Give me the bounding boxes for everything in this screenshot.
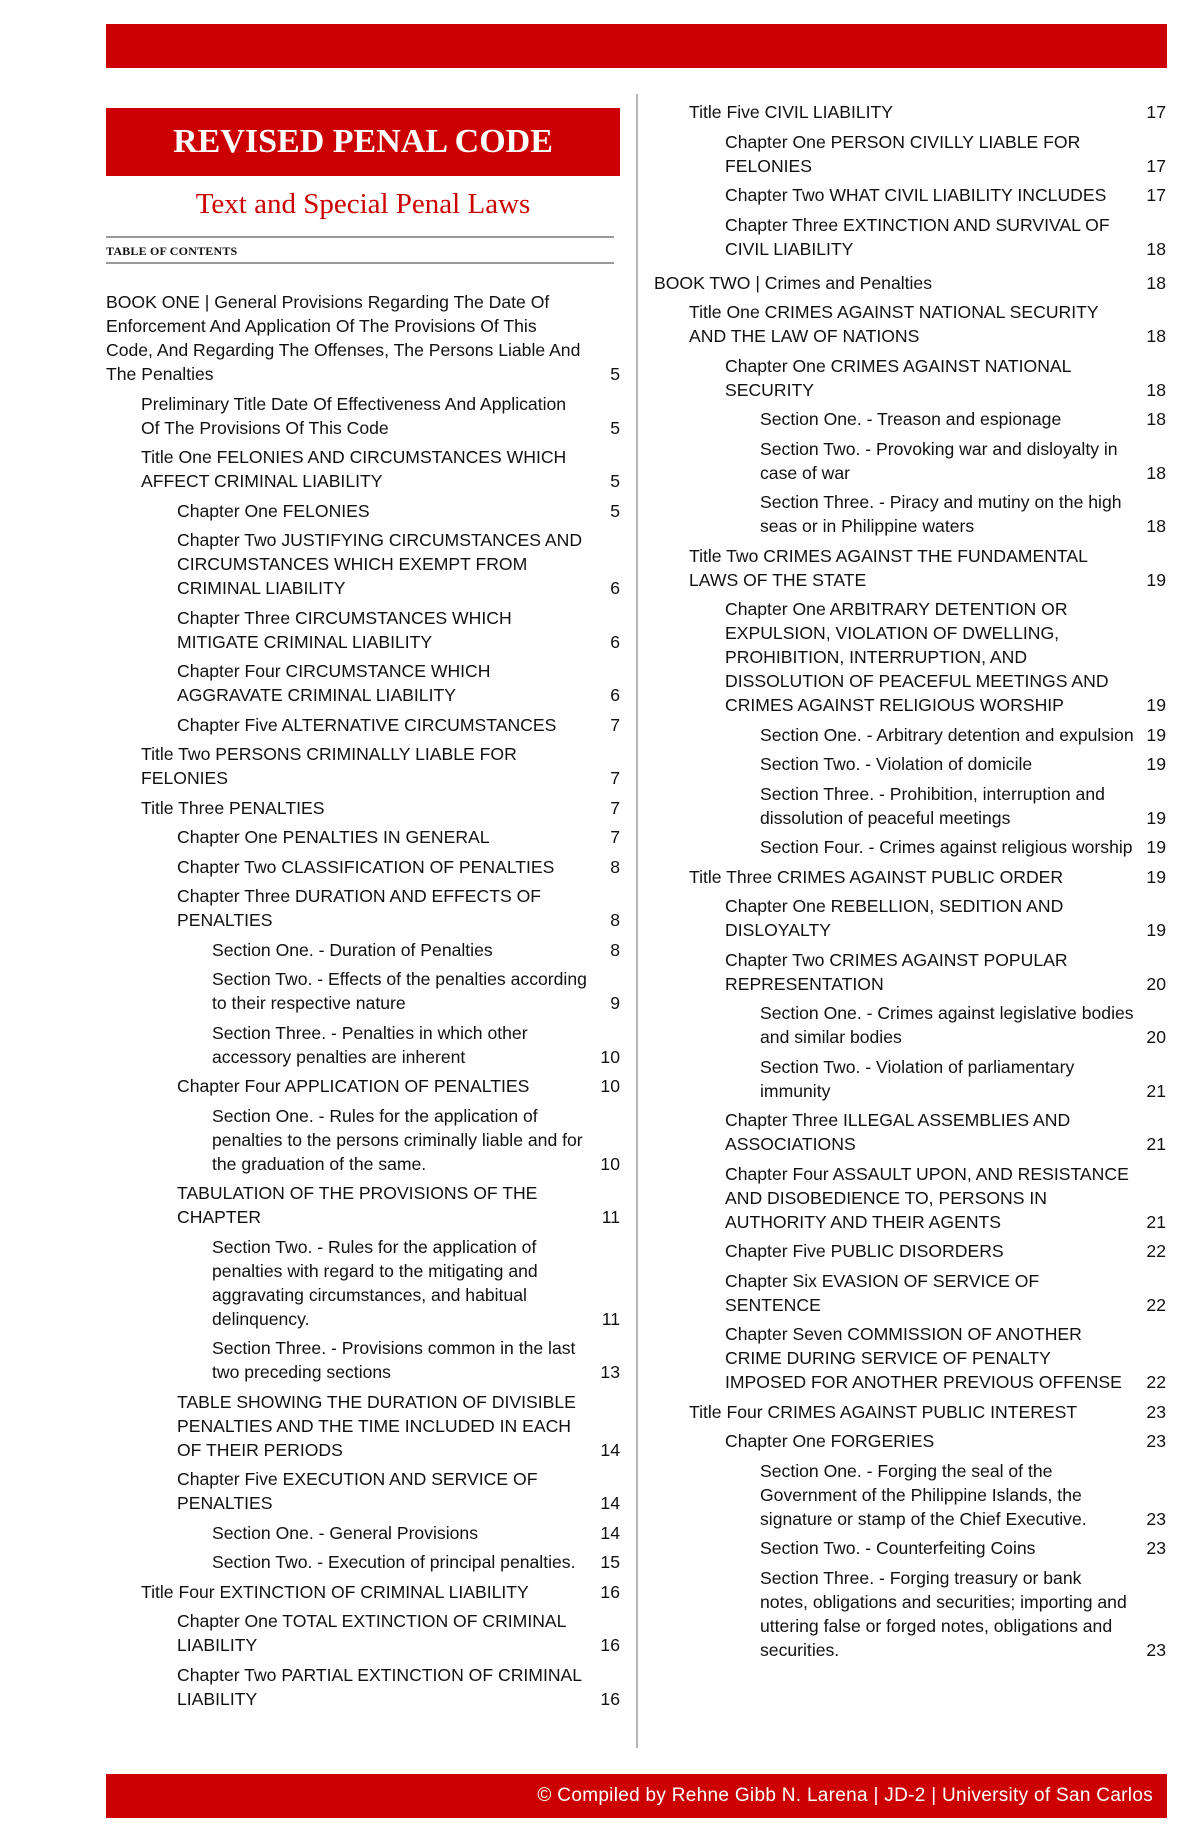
toc-entry-title: Section Two. - Rules for the application of penalties with regard to the mitigating and aggravating circumstances, and habitual delinquency. — [212, 1236, 538, 1329]
toc-entry[interactable] — [106, 1521, 620, 1545]
toc-entry[interactable] — [106, 1580, 620, 1604]
toc-entry-page: 19 — [1146, 807, 1166, 828]
toc-entry-page: 23 — [1146, 1401, 1166, 1422]
toc-entry-page: 10 — [600, 1076, 620, 1096]
toc-entry[interactable] — [106, 1336, 620, 1384]
toc-entry-title: Chapter Three ILLEGAL ASSEMBLIES AND ASSOCIATIONS — [725, 1110, 1071, 1154]
toc-entry[interactable] — [106, 1074, 620, 1098]
toc-entry[interactable] — [106, 528, 620, 600]
toc-entry[interactable] — [654, 437, 1166, 485]
toc-entry-title: Chapter Seven COMMISSION OF ANOTHER CRIME DURING SERVICE OF PENALTY IMPOSED FOR ANOTHER PREVIOUS OFFENSE — [725, 1324, 1122, 1392]
toc-entry[interactable] — [106, 825, 620, 849]
toc-entry-page: 14 — [600, 1493, 620, 1513]
toc-entry-page: 15 — [600, 1552, 620, 1572]
toc-entry-page: 5 — [610, 471, 620, 491]
toc-entry-page: 22 — [1146, 1294, 1166, 1315]
toc-entry-page: 10 — [600, 1153, 620, 1174]
toc-entry-page: 11 — [601, 1308, 620, 1329]
toc-entry[interactable] — [106, 1390, 620, 1462]
toc-entry[interactable] — [654, 1108, 1166, 1156]
toc-entry[interactable] — [654, 948, 1166, 996]
toc-entry-title: TABULATION OF THE PROVISIONS OF THE CHAPTER — [177, 1183, 538, 1227]
toc-entry-title: Chapter Two CLASSIFICATION OF PENALTIES — [177, 856, 555, 877]
toc-entry[interactable] — [106, 499, 620, 523]
toc-entry-title: Chapter One FORGERIES — [725, 1431, 935, 1451]
toc-entry-page: 19 — [1146, 837, 1166, 857]
toc-entry-page: 19 — [1146, 866, 1166, 887]
toc-entry-title: Chapter Two PARTIAL EXTINCTION OF CRIMINAL LIABILITY — [177, 1664, 582, 1709]
toc-entry-title: Section One. - General Provisions — [212, 1522, 478, 1543]
toc-entry-title: Section One. - Rules for the application of penalties to the persons criminally liable and for the graduation of the same. — [212, 1105, 583, 1174]
toc-entry-title: Chapter Five ALTERNATIVE CIRCUMSTANCES — [177, 714, 557, 735]
toc-entry-title: Chapter One PENALTIES IN GENERAL — [177, 827, 490, 847]
toc-entry-page: 17 — [1146, 155, 1166, 176]
toc-entry[interactable] — [106, 392, 620, 440]
toc-entry-title: BOOK ONE | General Provisions Regarding The Date Of Enforcement And Application Of The Provisions Of This Code, And Regarding The Offenses, The Persons Liable And The Penalties — [106, 292, 581, 384]
toc-entry-page: 17 — [1146, 185, 1166, 205]
toc-entry[interactable] — [654, 1162, 1166, 1234]
toc-entry[interactable] — [654, 723, 1166, 747]
toc-heading: TABLE OF CONTENTS — [106, 244, 238, 258]
toc-entry-page: 7 — [610, 714, 620, 735]
toc-entry[interactable] — [654, 271, 1166, 295]
toc-entry-title: Chapter One REBELLION, SEDITION AND DISLOYALTY — [725, 896, 1064, 940]
toc-entry-title: Chapter Four ASSAULT UPON, AND RESISTANCE AND DISOBEDIENCE TO, PERSONS IN AUTHORITY AND THEIR AGENTS — [725, 1163, 1129, 1232]
toc-entry-title: Title Four EXTINCTION OF CRIMINAL LIABILITY — [141, 1581, 529, 1602]
toc-entry-title: Section Two. - Provoking war and disloyalty in case of war — [760, 438, 1118, 483]
toc-entry-page: 13 — [600, 1362, 620, 1382]
toc-entry-page: 14 — [600, 1439, 620, 1460]
toc-entry-page: 16 — [600, 1688, 620, 1709]
toc-entry-page: 9 — [610, 993, 620, 1013]
toc-entry-page: 22 — [1146, 1372, 1166, 1392]
toc-entry[interactable] — [106, 1550, 620, 1574]
toc-entry-page: 19 — [1146, 724, 1166, 745]
toc-entry-title: Chapter Three DURATION AND EFFECTS OF PENALTIES — [177, 886, 542, 930]
toc-entry-page: 21 — [1146, 1211, 1166, 1232]
toc-entry-page: 22 — [1146, 1241, 1166, 1261]
toc-entry-title: Chapter One PERSON CIVILLY LIABLE FOR FELONIES — [725, 131, 1081, 176]
toc-entry[interactable] — [654, 1239, 1166, 1263]
toc-right-column — [654, 100, 1166, 1667]
toc-entry-title: Section Three. - Penalties in which other accessory penalties are inherent — [212, 1022, 528, 1067]
toc-entry[interactable] — [106, 290, 620, 386]
toc-entry[interactable] — [654, 300, 1166, 348]
toc-entry[interactable] — [654, 183, 1166, 207]
document-title-banner — [106, 108, 620, 176]
toc-entry[interactable] — [106, 445, 620, 493]
toc-entry[interactable] — [654, 1536, 1166, 1560]
toc-entry-page: 18 — [1146, 272, 1166, 293]
toc-entry[interactable] — [654, 407, 1166, 431]
toc-entry-page: 17 — [1146, 102, 1166, 122]
toc-entry-title: Section One. - Crimes against legislative bodies and similar bodies — [760, 1003, 1134, 1047]
toc-entry-title: Section One. - Arbitrary detention and expulsion — [760, 724, 1134, 745]
toc-entry[interactable] — [106, 938, 620, 962]
toc-entry-title: Chapter Four APPLICATION OF PENALTIES — [177, 1076, 530, 1096]
toc-entry-title: Title Three CRIMES AGAINST PUBLIC ORDER — [689, 866, 1064, 887]
toc-entry-title: Chapter One ARBITRARY DETENTION OR EXPULSION, VIOLATION OF DWELLING, PROHIBITION, INTERRUPTION, AND DISSOLUTION OF PEACEFUL MEETINGS AND CRIMES AGAINST RELIGIOUS WORSHIP — [725, 599, 1109, 715]
toc-entry-title: Preliminary Title Date Of Effectiveness And Application Of The Provisions Of This Code — [141, 393, 567, 438]
toc-entry-title: Chapter Two CRIMES AGAINST POPULAR REPRESENTATION — [725, 949, 1068, 994]
toc-entry-title: Chapter One CRIMES AGAINST NATIONAL SECURITY — [725, 355, 1071, 400]
toc-entry[interactable] — [654, 1269, 1166, 1317]
column-divider — [636, 94, 638, 1748]
toc-entry-title: Section Two. - Counterfeiting Coins — [760, 1538, 1036, 1558]
toc-entry-page: 10 — [600, 1046, 620, 1067]
toc-entry-page: 8 — [610, 939, 620, 960]
toc-entry[interactable] — [654, 1055, 1166, 1103]
toc-entry-page: 23 — [1146, 1639, 1166, 1660]
toc-entry-page: 18 — [1146, 516, 1166, 536]
toc-entry[interactable] — [654, 1429, 1166, 1453]
toc-entry[interactable] — [654, 354, 1166, 402]
toc-entry[interactable] — [106, 713, 620, 737]
toc-entry-title: Chapter Five PUBLIC DISORDERS — [725, 1241, 1004, 1261]
toc-entry-title: Section Three. - Piracy and mutiny on the high seas or in Philippine waters — [760, 492, 1122, 536]
toc-entry-page: 18 — [1146, 238, 1166, 259]
title-divider — [106, 236, 614, 238]
toc-entry[interactable] — [654, 1566, 1166, 1662]
toc-entry[interactable] — [106, 1021, 620, 1069]
toc-entry-page: 19 — [1146, 569, 1166, 590]
toc-entry[interactable] — [654, 835, 1166, 859]
toc-entry[interactable] — [106, 884, 620, 932]
toc-entry[interactable] — [654, 894, 1166, 942]
toc-entry-page: 11 — [601, 1207, 620, 1227]
toc-entry[interactable] — [654, 100, 1166, 124]
toc-entry-title: Chapter Two JUSTIFYING CIRCUMSTANCES AND CIRCUMSTANCES WHICH EXEMPT FROM CRIMINAL LIABILITY — [177, 530, 583, 598]
toc-entry[interactable] — [654, 597, 1166, 717]
toc-entry-page: 14 — [600, 1522, 620, 1543]
toc-entry-title: Title One CRIMES AGAINST NATIONAL SECURITY AND THE LAW OF NATIONS — [689, 302, 1099, 346]
toc-entry-page: 23 — [1146, 1538, 1166, 1558]
toc-entry-title: TABLE SHOWING THE DURATION OF DIVISIBLE PENALTIES AND THE TIME INCLUDED IN EACH OF THEIR PERIODS — [177, 1391, 576, 1460]
toc-divider — [106, 262, 614, 264]
toc-entry-title: Title Two PERSONS CRIMINALLY LIABLE FOR FELONIES — [141, 744, 517, 788]
toc-entry-page: 20 — [1146, 1027, 1166, 1047]
toc-entry[interactable] — [106, 967, 620, 1015]
toc-entry-title: Section Two. - Execution of principal penalties. — [212, 1552, 576, 1572]
toc-left-column — [106, 290, 620, 1716]
toc-entry[interactable] — [654, 1322, 1166, 1394]
toc-entry-title: BOOK TWO | Crimes and Penalties — [654, 272, 933, 293]
toc-entry[interactable] — [106, 659, 620, 707]
toc-entry-title: Title Five CIVIL LIABILITY — [689, 102, 894, 122]
toc-entry-page: 18 — [1146, 379, 1166, 400]
toc-entry-title: Chapter Three CIRCUMSTANCES WHICH MITIGATE CRIMINAL LIABILITY — [177, 607, 512, 652]
document-title: REVISED PENAL CODE — [173, 123, 553, 160]
toc-entry[interactable] — [106, 1181, 620, 1229]
toc-entry[interactable] — [106, 1663, 620, 1711]
toc-entry-title: Chapter One FELONIES — [177, 500, 370, 521]
toc-entry-title: Section One. - Duration of Penalties — [212, 939, 493, 960]
toc-entry[interactable] — [654, 1400, 1166, 1424]
toc-entry-page: 21 — [1146, 1080, 1166, 1101]
toc-entry-title: Title One FELONIES AND CIRCUMSTANCES WHICH AFFECT CRIMINAL LIABILITY — [141, 447, 567, 491]
toc-entry-title: Section Two. - Violation of parliamentary immunity — [760, 1056, 1075, 1101]
toc-entry[interactable] — [654, 544, 1166, 592]
toc-entry-title: Chapter Two WHAT CIVIL LIABILITY INCLUDES — [725, 185, 1107, 205]
toc-entry[interactable] — [106, 1235, 620, 1331]
toc-entry-title: Chapter Four CIRCUMSTANCE WHICH AGGRAVATE CRIMINAL LIABILITY — [177, 661, 491, 705]
toc-entry-page: 18 — [1146, 409, 1166, 429]
toc-entry-page: 7 — [610, 827, 620, 847]
toc-entry-page: 5 — [610, 500, 620, 521]
toc-entry-title: Title Two CRIMES AGAINST THE FUNDAMENTAL LAWS OF THE STATE — [689, 545, 1088, 590]
toc-entry[interactable] — [654, 865, 1166, 889]
toc-entry[interactable] — [654, 782, 1166, 830]
toc-entry-page: 18 — [1146, 326, 1166, 346]
toc-entry[interactable] — [654, 213, 1166, 261]
toc-entry[interactable] — [654, 752, 1166, 776]
toc-entry-page: 6 — [610, 578, 620, 598]
toc-entry-page: 5 — [610, 364, 620, 384]
document-subtitle: Text and Special Penal Laws — [195, 188, 531, 220]
toc-entry-page: 19 — [1146, 754, 1166, 774]
toc-entry[interactable] — [654, 130, 1166, 178]
toc-entry-page: 8 — [610, 856, 620, 877]
header-accent-bar — [106, 24, 1167, 68]
toc-entry-page: 23 — [1146, 1508, 1166, 1529]
toc-entry[interactable] — [106, 1609, 620, 1657]
toc-entry-title: Section Three. - Forging treasury or bank notes, obligations and securities; importing and uttering false or forged notes, obligations and securities. — [760, 1567, 1127, 1660]
footer-credit: © Compiled by Rehne Gibb N. Larena | JD-2 | University of San Carlos — [537, 1785, 1153, 1806]
toc-entry[interactable] — [106, 606, 620, 654]
toc-entry-title: Section Two. - Effects of the penalties according to their respective nature — [212, 969, 587, 1013]
toc-entry-page: 20 — [1146, 973, 1166, 994]
toc-entry-title: Section Four. - Crimes against religious worship — [760, 837, 1133, 857]
toc-entry[interactable] — [106, 855, 620, 879]
footer-bar — [106, 1774, 1167, 1818]
toc-entry-page: 7 — [610, 768, 620, 788]
toc-entry-title: Title Four CRIMES AGAINST PUBLIC INTEREST — [689, 1401, 1078, 1422]
toc-entry-title: Section Two. - Violation of domicile — [760, 754, 1033, 774]
toc-entry[interactable] — [106, 1104, 620, 1176]
toc-entry-title: Section One. - Treason and espionage — [760, 409, 1062, 429]
toc-entry-title: Chapter One TOTAL EXTINCTION OF CRIMINAL LIABILITY — [177, 1611, 566, 1655]
toc-entry-page: 21 — [1146, 1134, 1166, 1154]
toc-entry-page: 16 — [600, 1635, 620, 1655]
toc-entry-page: 19 — [1146, 695, 1166, 715]
toc-entry-title: Section Three. - Prohibition, interruption and dissolution of peaceful meetings — [760, 783, 1105, 828]
toc-entry-page: 18 — [1146, 462, 1166, 483]
toc-entry-page: 7 — [610, 797, 620, 818]
toc-entry-page: 8 — [610, 910, 620, 930]
toc-entry-page: 23 — [1146, 1431, 1166, 1451]
toc-entry-page: 19 — [1146, 920, 1166, 940]
toc-entry-title: Chapter Five EXECUTION AND SERVICE OF PENALTIES — [177, 1469, 538, 1513]
toc-entry-title: Chapter Three EXTINCTION AND SURVIVAL OF CIVIL LIABILITY — [725, 214, 1110, 259]
toc-entry[interactable] — [106, 796, 620, 820]
toc-entry-title: Title Three PENALTIES — [141, 797, 325, 818]
toc-entry[interactable] — [654, 1001, 1166, 1049]
toc-entry-page: 6 — [610, 685, 620, 705]
toc-entry-page: 16 — [600, 1581, 620, 1602]
toc-entry-title: Section Three. - Provisions common in the last two preceding sections — [212, 1338, 576, 1382]
toc-entry-title: Chapter Six EVASION OF SERVICE OF SENTENCE — [725, 1270, 1040, 1315]
toc-entry-title: Section One. - Forging the seal of the Government of the Philippine Islands, the signature or stamp of the Chief Executive. — [760, 1460, 1087, 1529]
toc-entry[interactable] — [106, 742, 620, 790]
toc-entry[interactable] — [106, 1467, 620, 1515]
toc-entry-page: 6 — [610, 631, 620, 652]
toc-entry[interactable] — [654, 1459, 1166, 1531]
toc-entry-page: 5 — [610, 417, 620, 438]
toc-entry[interactable] — [654, 490, 1166, 538]
